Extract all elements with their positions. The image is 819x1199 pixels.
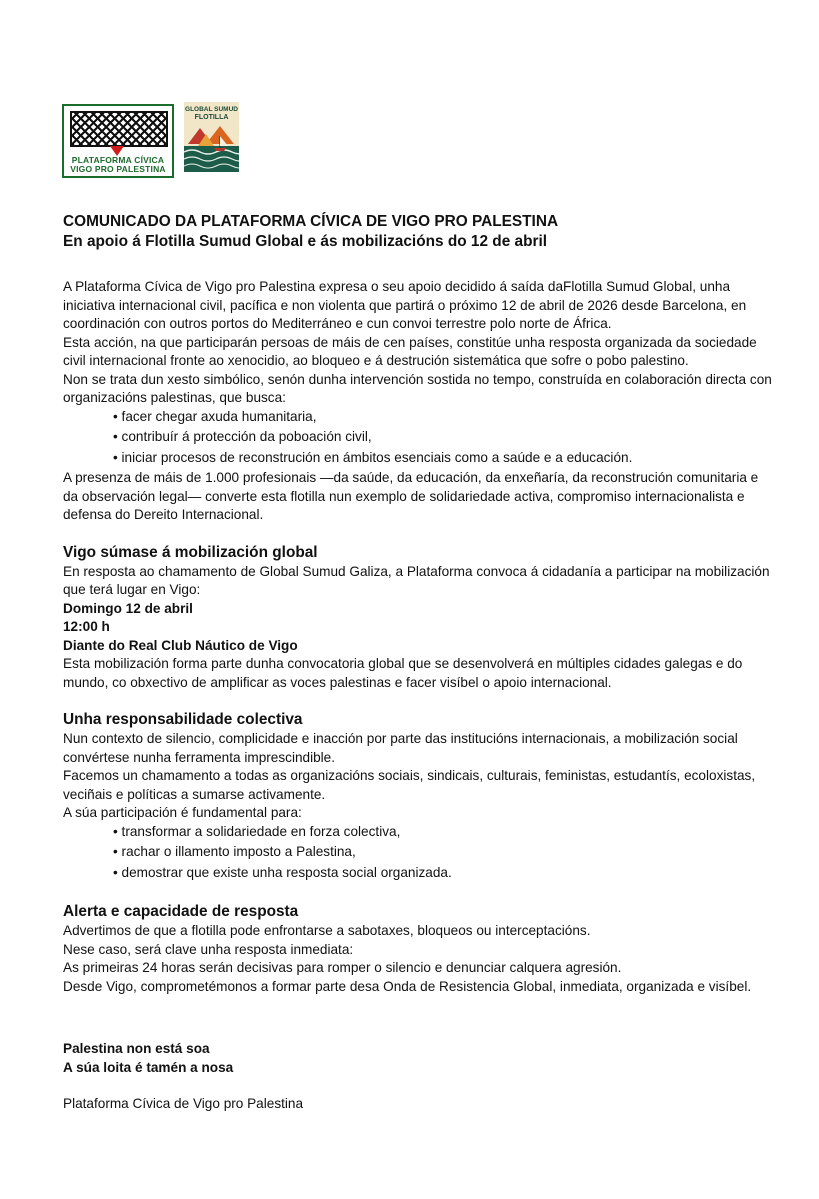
plataforma-logo <box>62 104 174 178</box>
logos <box>62 104 239 178</box>
intro-paragraph-4: A presenza de máis de 1.000 profesionais —da saúde, da educación, da enxeñaría, da reconstrución comunitaria e da observación legal— converte esta flotilla nun exemplo de solidariedade activa, compromiso internacionalista e defensa do Dereito Internacional. <box>63 470 759 522</box>
plataforma-logo-line2: VIGO PRO PALESTINA <box>70 164 166 174</box>
signature: Plataforma Cívica de Vigo pro Palestina <box>63 1096 304 1111</box>
list-item: • iniciar procesos de reconstrución en ámbitos esenciais como a saúde e a educación. <box>113 449 633 465</box>
section-heading-vigo: Vigo súmase á mobilización global <box>63 543 318 561</box>
alert-line-2: Nese caso, será clave unha resposta inmediata: <box>63 941 354 957</box>
list-item: • rachar o illamento imposto a Palestina, <box>113 844 356 859</box>
vigo-paragraph-1: En resposta ao chamamento de Global Sumud Galiza, a Plataforma convoca á cidadanía a participar na mobilización que terá lugar en Vigo: <box>63 563 770 597</box>
list-item: • transformar a solidariedade en forza colectiva, <box>113 823 401 839</box>
intro-paragraph-2: Esta acción, na que participarán persoas de máis de cen países, constitúe unha resposta organizada da sociedade civil internacional fronte ao xenocidio, ao bloqueo e á destrución sistemática que sofre o pobo palestino. <box>63 334 757 368</box>
list-item: • facer chegar axuda humanitaria, <box>113 408 317 424</box>
mountains-boat-icon <box>184 122 239 172</box>
resp-paragraph-1: Nun contexto de silencio, complicidade e inacción por parte das institucións internacionais, a mobilización social convértese nunha ferramenta imprescindible. <box>63 731 738 765</box>
document-title: COMUNICADO DA PLATAFORMA CÍVICA DE VIGO PRO PALESTINA <box>63 213 559 230</box>
list-item: • contribuír á protección da poboación civil, <box>113 429 372 444</box>
alert-line-4: Desde Vigo, comprometémonos a formar parte desa Onda de Resistencia Global, inmediata, organizada e visíbel. <box>63 978 752 994</box>
document-body <box>63 212 773 1114</box>
flotilla-logo <box>184 102 239 172</box>
keffiyeh-pattern-icon <box>70 111 168 147</box>
closing-line-2: A súa loita é tamén a nosa <box>63 1059 234 1075</box>
intro-bullet-list <box>63 408 773 468</box>
alert-line-1: Advertimos de que a flotilla pode enfrontarse a sabotaxes, bloqueos ou interceptacións. <box>63 923 591 938</box>
event-time: 12:00 h <box>63 619 110 634</box>
flotilla-logo-line2: FLOTILLA <box>194 114 229 121</box>
section-heading-alert: Alerta e capacidade de resposta <box>63 903 299 920</box>
alert-line-3: As primeiras 24 horas serán decisivas para romper o silencio e denunciar calquera agresión. <box>63 960 622 975</box>
plataforma-logo-line1: PLATAFORMA CÍVICA <box>71 155 165 165</box>
document-subtitle: En apoio á Flotilla Sumud Global e ás mobilizacións do 12 de abril <box>63 233 548 250</box>
intro-paragraph-3: Non se trata dun xesto simbólico, senón dunha intervención sostida no tempo, construída en colaboración directa con organizacións palestinas, que busca: <box>63 371 772 405</box>
intro-paragraph-1: A Plataforma Cívica de Vigo pro Palestina expresa o seu apoio decidido á saída daFlotilla Sumud Global, unha iniciativa internacional civil, pacífica e non violenta que partirá o próximo 12 de abril de 2026 desde Barcelona, en coordinación con outros portos do Mediterráneo e cun convoi terrestre polo norte de África. <box>63 279 747 331</box>
list-item: • demostrar que existe unha resposta social organizada. <box>113 864 452 880</box>
vigo-paragraph-2: Esta mobilización forma parte dunha convocatoria global que se desenvolverá en múltiples cidades galegas e do mundo, co obxectivo de amplificar as voces palestinas e facer visíbel o apoio internacional. <box>63 656 743 690</box>
event-place: Diante do Real Club Náutico de Vigo <box>63 637 298 653</box>
resp-paragraph-2: Facemos un chamamento a todas as organizacións sociais, sindicais, culturais, feministas, estudantís, ecoloxistas, veciñais e políticas a sumarse activamente. <box>63 768 756 802</box>
flotilla-logo-line1: GLOBAL SUMUD <box>185 106 238 113</box>
closing-line-1: Palestina non está soa <box>63 1041 210 1056</box>
event-date: Domingo 12 de abril <box>63 600 193 616</box>
resp-paragraph-3: A súa participación é fundamental para: <box>63 805 302 820</box>
section-heading-responsibility: Unha responsabilidade colectiva <box>63 711 303 728</box>
resp-bullet-list <box>63 823 773 883</box>
